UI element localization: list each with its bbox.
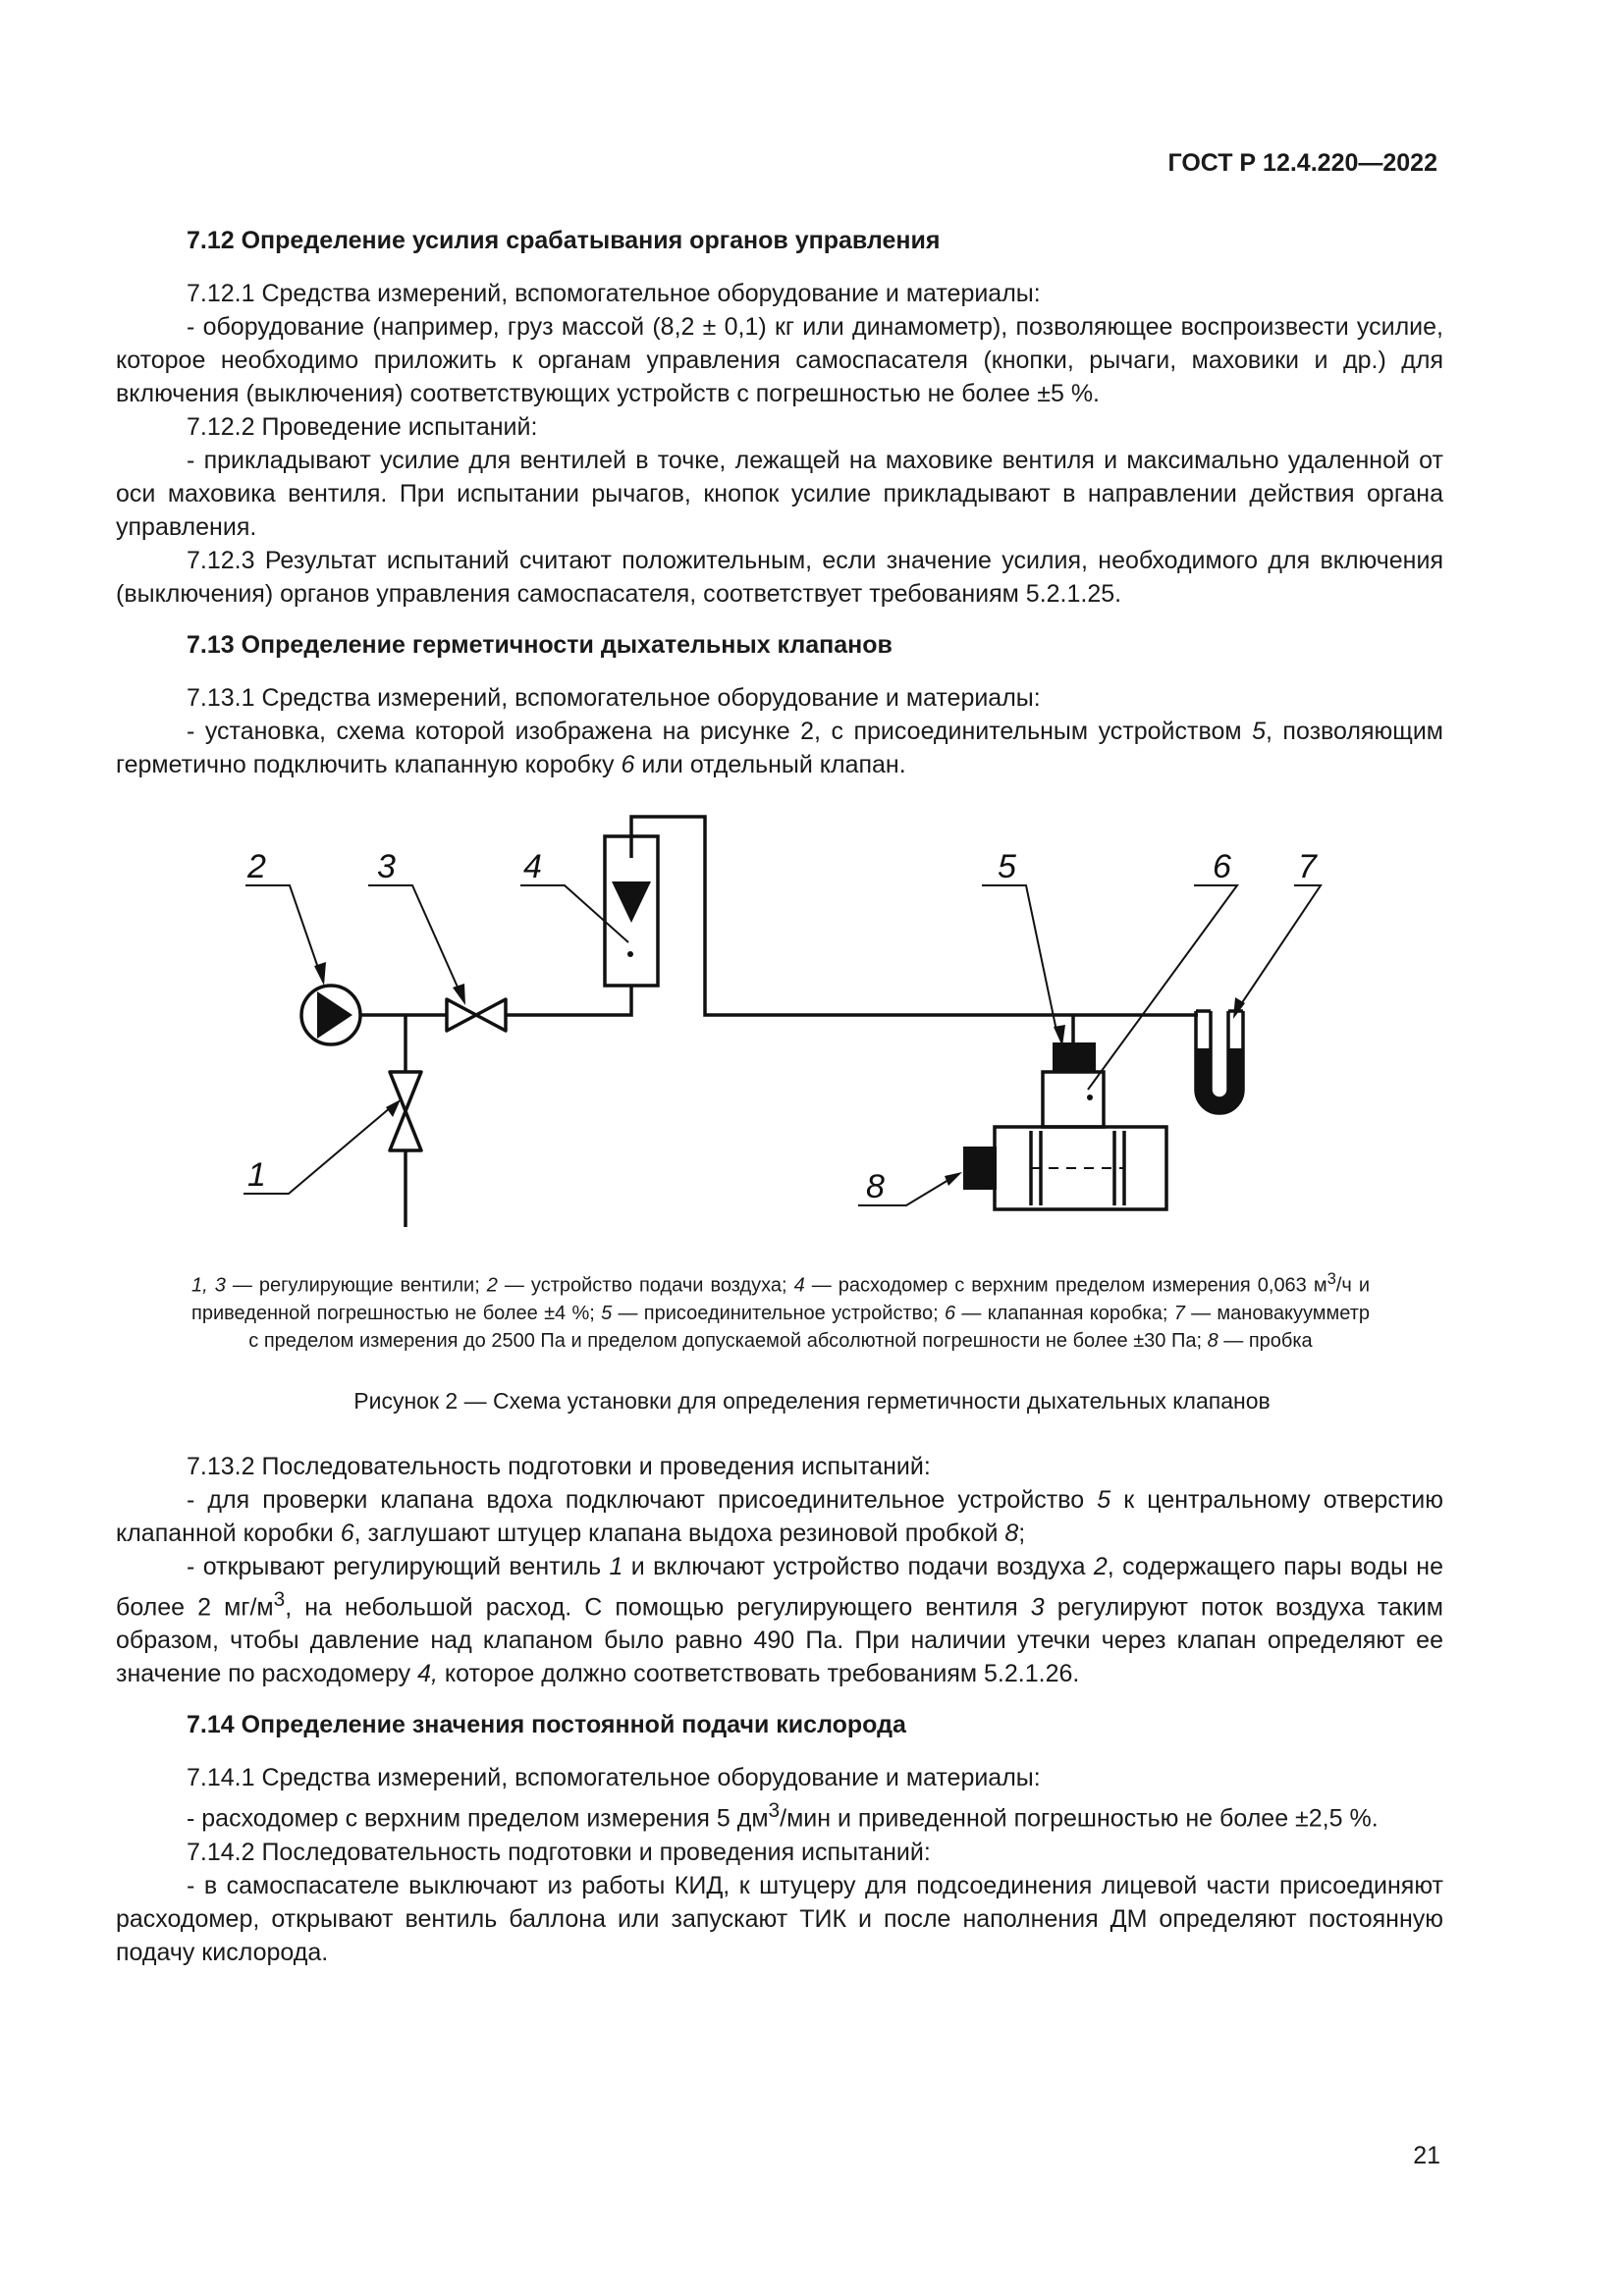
section-title-7-14: 7.14 Определение значения постоянной подачи кислорода <box>187 1711 906 1739</box>
text-block-top <box>116 224 1443 781</box>
paragraph-7-13-1-item: - установка, схема которой изображена на рисунке 2, с присоединительным устройством 5, позволяющим герметично подключить клапанную коробку 6 или отдельный клапан. <box>116 718 1443 778</box>
schematic-svg <box>116 797 1443 1239</box>
figure-label-3: 3 <box>377 848 396 885</box>
figure-label-4: 4 <box>523 848 542 885</box>
paragraph-7-14-2: 7.14.2 Последовательность подготовки и проведения испытаний: <box>187 1838 931 1866</box>
figure-2-schematic <box>116 797 1443 1239</box>
figure-label-7: 7 <box>1298 848 1317 885</box>
figure-label-1: 1 <box>247 1156 266 1194</box>
paragraph-7-12-2: 7.12.2 Проведение испытаний: <box>187 413 538 441</box>
section-title-7-12: 7.12 Определение усилия срабатывания органов управления <box>187 227 941 254</box>
figure-2-caption: Рисунок 2 — Схема установки для определения герметичности дыхательных клапанов <box>353 1388 1271 1414</box>
section-title-7-13: 7.13 Определение герметичности дыхательных клапанов <box>187 631 893 659</box>
paragraph-7-13-2-item-1: - для проверки клапана вдоха подключают присоединительное устройство 5 к центральному отверстию клапанной коробки 6, заглушают штуцер клапана выдоха резиновой пробкой 8; <box>116 1486 1443 1547</box>
paragraph-7-13-2: 7.13.2 Последовательность подготовки и проведения испытаний: <box>187 1453 931 1480</box>
figure-label-6: 6 <box>1213 848 1231 885</box>
page-number: 21 <box>1413 2142 1440 2169</box>
figure-label-8: 8 <box>866 1168 885 1205</box>
paragraph-7-12-1: 7.12.1 Средства измерений, вспомогательное оборудование и материалы: <box>187 280 1041 307</box>
paragraph-7-12-3: 7.12.3 Результат испытаний считают положительным, если значение усилия, необходимого для включения (выключения) органов управления самоспасателя, соответствует требованиям 5.2.1.25. <box>116 547 1443 608</box>
paragraph-7-14-1: 7.14.1 Средства измерений, вспомогательное оборудование и материалы: <box>187 1764 1041 1792</box>
figure-label-2: 2 <box>247 848 266 885</box>
paragraph-7-12-2-item: - прикладывают усилие для вентилей в точке, лежащей на маховике вентиля и максимально удаленной от оси маховика вентиля. При испытании рычагов, кнопок усилие прикладывают в направлении действия органа управления. <box>116 447 1443 541</box>
text-block-bottom <box>116 1450 1443 1969</box>
paragraph-7-13-1: 7.13.1 Средства измерений, вспомогательное оборудование и материалы: <box>187 684 1041 712</box>
paragraph-7-14-1-item: - расходомер с верхним пределом измерения 5 $дм^3$/мин и приведенной погрешностью не более ±2,5 %. <box>187 1799 1379 1833</box>
paragraph-7-13-2-item-2: - открывают регулирующий вентиль 1 и включают устройство подачи воздуха 2, содержащего пары воды не более 2 $мг/м^3$, на небольшой расход. С помощью регулирующего вентиля 3 регулируют поток воздуха таким образом, чтобы давление над клапаном было равно 490 Па. При наличии утечки через клапан определяют ее значение по расходомеру 4, которое должно соответствовать требованиям 5.2.1.26. <box>116 1553 1443 1688</box>
paragraph-7-12-1-item: - оборудование (например, груз массой (8,2 ± 0,1) кг или динамометр), позволяющее воспроизвести усилие, которое необходимо приложить к органам управления самоспасателя (кнопки, рычаги, маховики и др.) для включения (выключения) соответствующих устройств с погрешностью не более ±5 %. <box>116 313 1443 407</box>
figure-label-5: 5 <box>998 848 1016 885</box>
document-id: ГОСТ Р 12.4.220—2022 <box>1167 149 1437 177</box>
figure-2-legend: 1, 3 — регулирующие вентили; 2 — устройство подачи воздуха; 4 — расходомер с верхним пределом измерения 0,063 $м^3/ч$ и приведенной погрешностью не более ±4 %; 5 — присоединительное устройство; 6 — клапанная коробка; 7 — мановакуумметр с пределом измерения до 2500 Па и пределом допускаемой абсолютной погрешности не более ±30 Па; 8 — пробка <box>191 1269 1371 1352</box>
paragraph-7-14-2-item: - в самоспасателе выключают из работы КИД, к штуцеру для подсоединения лицевой части присоединяют расходомер, открывают вентиль баллона или запускают ТИК и после наполнения ДМ определяют постоянную подачу кислорода. <box>116 1871 1443 1966</box>
